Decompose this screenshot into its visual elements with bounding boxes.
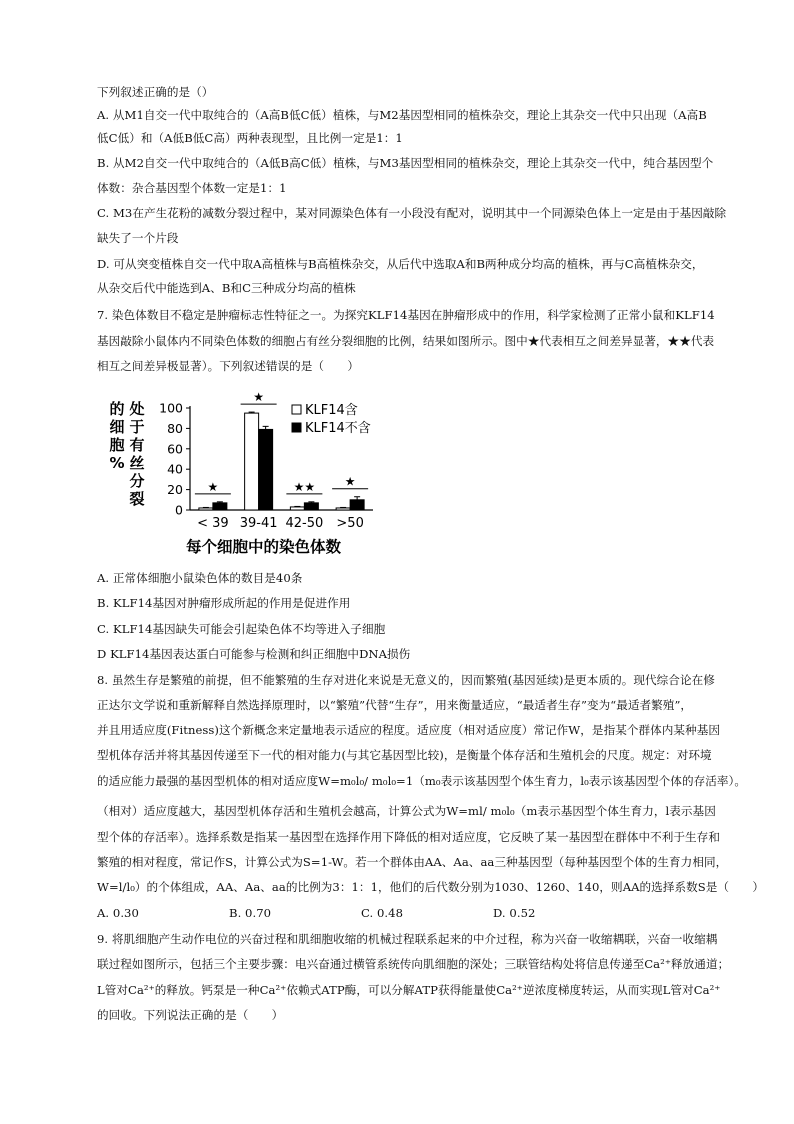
q6-option-b: B. 从M2自交一代中取纯合的（A低B高C低）植株，与M3基因型相同的植株杂交，理论上其杂交一代中，纯合基因型个 <box>97 156 714 170</box>
y-axis-label-char: 有 <box>129 436 145 454</box>
significance-marker: ★ <box>253 392 265 405</box>
chromosome-chart <box>105 392 395 560</box>
q6-option-c: C. M3在产生花粉的减数分裂过程中，某对同源染色体有一小段没有配对，说明其中一个同源染色体上一定是由于基因敲除 <box>97 206 727 220</box>
q6-option-d-cont: 从杂交后代中能选到A、B和C三种成分均高的植株 <box>97 281 356 295</box>
q7-stem-3: 相互之间差异极显著）。下列叙述错误的是（ ） <box>97 359 360 373</box>
bar <box>199 508 213 510</box>
q9-line-2: 联过程如图所示，包括三个主要步骤：电兴奋通过横管系统传向肌细胞的深处；三联管结构处将信息传递至Ca²⁺释放通道； <box>97 957 730 971</box>
x-tick-label: < 39 <box>197 516 229 531</box>
x-axis-label: 每个细胞中的染色体数 <box>185 538 342 556</box>
y-axis-label-char: 分 <box>129 472 145 490</box>
q8-option-a: A. 0.30 <box>97 906 139 920</box>
y-axis-label-char: 胞 <box>109 436 125 454</box>
legend-label: KLF14不含 <box>305 421 371 436</box>
bar <box>336 508 350 510</box>
q7-stem-2: 基因敲除小鼠体内不同染色体数的细胞占有丝分裂细胞的比例，结果如图所示。图中★代表相互之间差异显著，★★代表 <box>97 334 715 348</box>
q8-line-2: 正达尔文学说和重新解释自然选择原理时，以“繁殖”代替“生存”，用来衡量适应，“最适者生存”变为“最适者繁殖”， <box>97 698 693 712</box>
q6-option-c-cont: 缺失了一个片段 <box>97 231 179 245</box>
chart-svg <box>105 392 395 560</box>
y-axis-label-char: 于 <box>129 418 145 436</box>
bar <box>245 413 259 510</box>
y-tick-label: 40 <box>167 461 183 477</box>
q8-option-d: D. 0.52 <box>493 906 536 920</box>
significance-marker: ★ <box>207 479 219 494</box>
q8-line-1: 8. 虽然生存是繁殖的前提，但不能繁殖的生存对进化来说是无意义的，因而繁殖(基因延续)是更本质的。现代综合论在修 <box>97 673 715 687</box>
bar <box>213 503 227 510</box>
q7-stem-1: 7. 染色体数目不稳定是肿瘤标志性特征之一。为探究KLF14基因在肿瘤形成中的作用，科学家检测了正常小鼠和KLF14 <box>97 308 715 322</box>
y-axis-label-char: 丝 <box>129 454 145 472</box>
q8-option-b: B. 0.70 <box>229 906 272 920</box>
y-axis-label-char: 细 <box>109 418 125 436</box>
significance-marker: ★ <box>344 474 356 489</box>
q6-stem: 下列叙述正确的是（） <box>97 85 214 99</box>
q7-option-c: C. KLF14基因缺失可能会引起染色体不均等进入子细胞 <box>97 622 386 636</box>
y-tick-label: 60 <box>167 441 183 457</box>
y-tick-label: 0 <box>175 502 183 518</box>
q6-option-d: D. 可从突变植株自交一代中取A高植株与B高植株杂交，从后代中选取A和B两种成分均高的植株，再与C高植株杂交， <box>97 257 704 271</box>
legend-label: KLF14含 <box>305 403 358 418</box>
legend-swatch <box>292 405 301 414</box>
y-axis-label-char: % <box>109 454 125 472</box>
q9-line-3: L管对Ca²⁺的释放。钙泵是一种Ca²⁺依赖式ATP酶，可以分解ATP获得能量使Ca²⁺逆浓度梯度转运，从而实现L管对Ca²⁺ <box>97 983 721 997</box>
q8-line-6: （相对）适应度越大，基因型机体存活和生殖机会越高，计算公式为W=ml/ m₀l₀（m表示基因型个体生育力，l表示基因 <box>97 804 716 818</box>
y-axis-label-char: 处 <box>129 400 145 418</box>
x-tick-label: 42-50 <box>285 516 324 531</box>
y-tick-label: 100 <box>159 400 183 416</box>
y-tick-label: 80 <box>167 420 183 436</box>
x-tick-label: 39-41 <box>239 516 278 531</box>
significance-marker: ★★ <box>293 479 316 494</box>
x-tick-label: >50 <box>336 516 364 531</box>
q7-option-d: D KLF14基因表达蛋白可能参与检测和纠正细胞中DNA损伤 <box>97 647 411 661</box>
q8-line-3: 并且用适应度(Fitness)这个新概念来定量地表示适应的程度。适应度（相对适应度）常记作W，是指某个群体内某种基因 <box>97 723 721 737</box>
bar <box>290 507 304 510</box>
y-axis-label-char: 裂 <box>129 490 145 508</box>
bar <box>259 429 273 510</box>
q9-line-1: 9. 将肌细胞产生动作电位的兴奋过程和肌细胞收缩的机械过程联系起来的中介过程，称为兴奋一收缩耦联，兴奋一收缩耦 <box>97 932 718 946</box>
q8-option-c: C. 0.48 <box>361 906 403 920</box>
y-tick-label: 20 <box>167 482 183 498</box>
q9-line-4: 的回收。下列说法正确的是（ ） <box>97 1008 284 1022</box>
q8-line-7: 型个体的存活率）。选择系数是指某一基因型在选择作用下降低的相对适应度，它反映了某一基因型在群体中不利于生存和 <box>97 830 720 844</box>
q8-line-4: 型机体存活并将其基因传递至下一代的相对能力(与其它基因型比较)，是衡量个体存活和生殖机会的尺度。规定：对环境 <box>97 748 712 762</box>
q7-option-a: A. 正常体细胞小鼠染色体的数目是40条 <box>97 571 303 585</box>
q8-line-8: 繁殖的相对程度，常记作S，计算公式为S=1-W。若一个群体由AA、Aa、aa三种基因型（每种基因型个体的生育力相同， <box>97 855 728 869</box>
q7-option-b: B. KLF14基因对肿瘤形成所起的作用是促进作用 <box>97 596 351 610</box>
q6-option-a: A. 从M1自交一代中取纯合的（A高B低C低）植株，与M2基因型相同的植株杂交，理论上其杂交一代中只出现（A高B <box>97 108 707 122</box>
bar <box>304 503 318 510</box>
q6-option-a-cont: 低C低）和（A低B低C高）两种表现型，且比例一定是1：1 <box>97 131 403 145</box>
legend-swatch <box>292 423 301 432</box>
q6-option-b-cont: 体数：杂合基因型个体数一定是1：1 <box>97 181 287 195</box>
bar <box>350 500 364 510</box>
q8-line-5: 的适应能力最强的基因型机体的相对适应度W=m₀l₀/ m₀l₀=1（m₀表示该基因型个体生育力，l₀表示该基因型个体的存活率）。 <box>97 774 747 788</box>
y-axis-label-char: 的 <box>109 400 125 418</box>
q8-line-9: W=l/l₀）的个体组成，AA、Aa、aa的比例为3：1：1，他们的后代数分别为1030、1260、140，则AA的选择系数S是（ ） <box>97 880 764 894</box>
